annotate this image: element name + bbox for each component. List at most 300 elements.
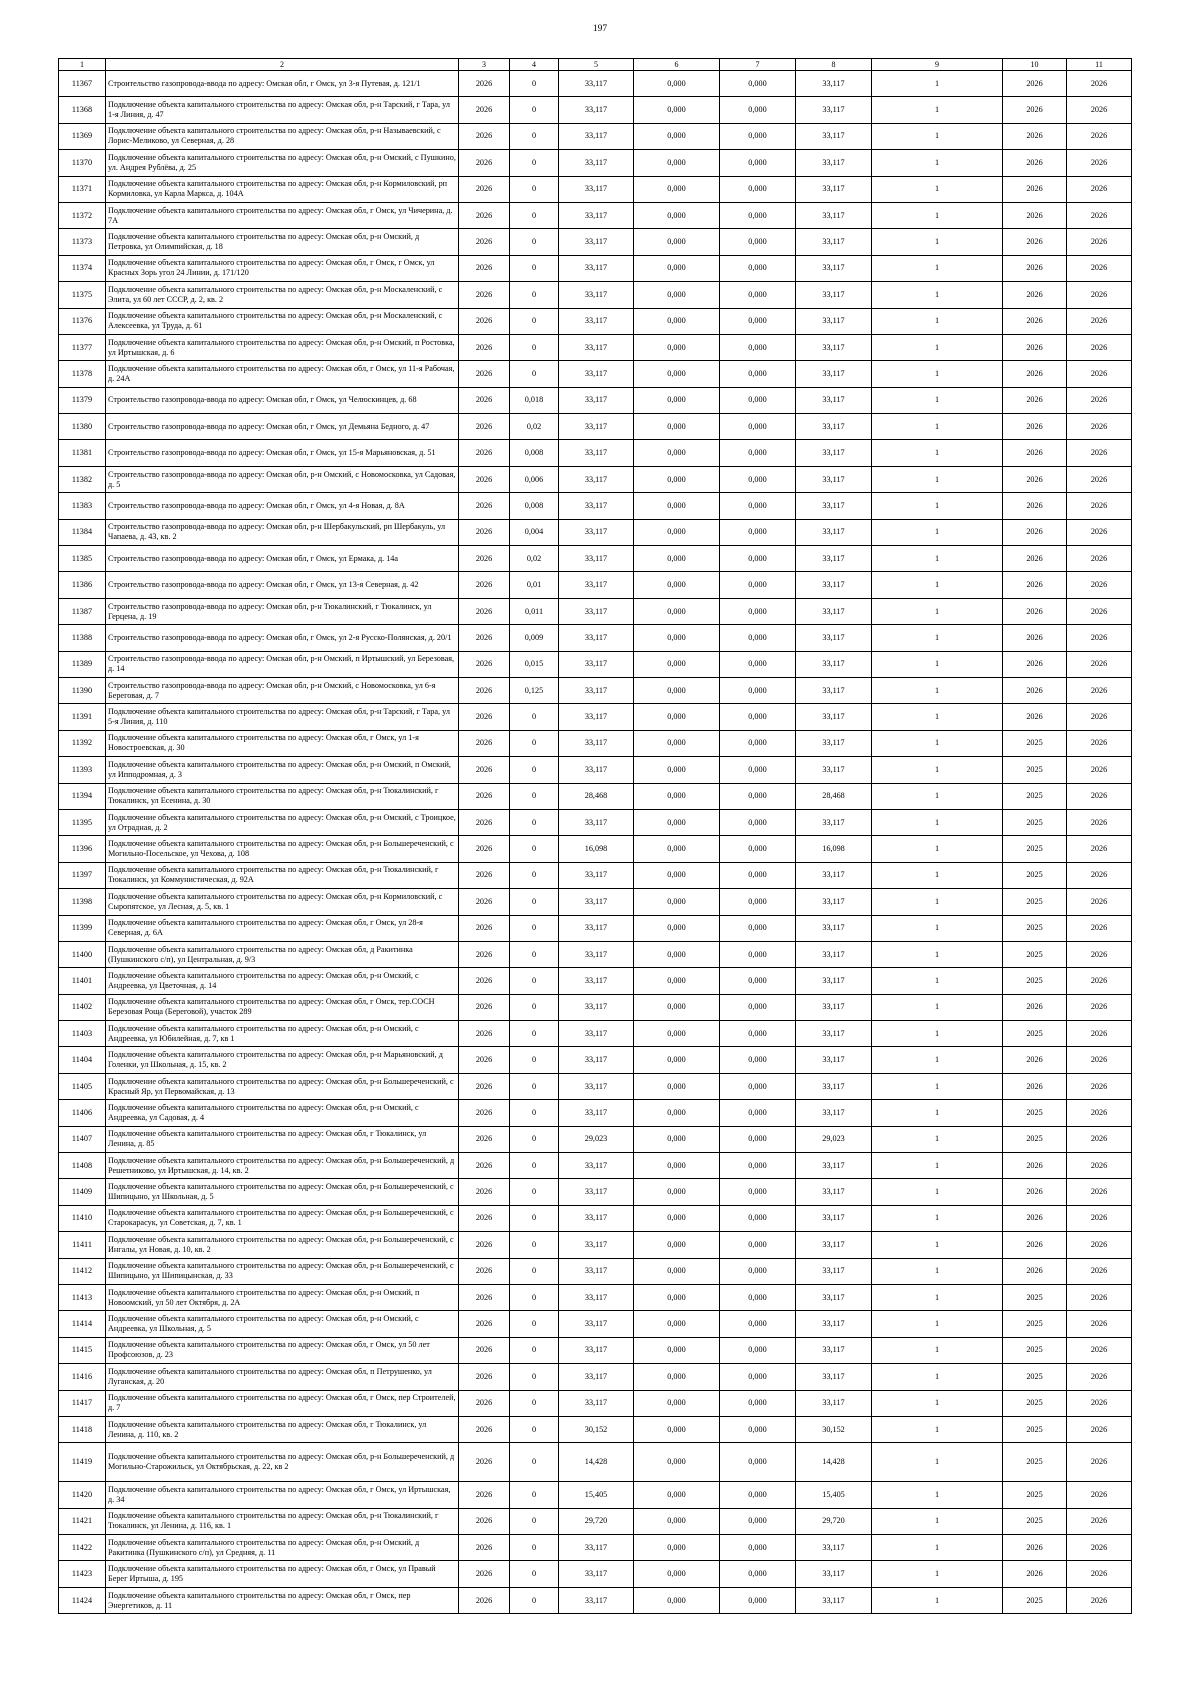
cell-description: Строительство газопровода-ввода по адресу: Омская обл, г Омск, ул 15-я Марьяновская, д. 51 — [106, 440, 459, 466]
column-header-10: 10 — [1003, 59, 1067, 71]
table-row — [59, 1179, 1132, 1205]
table-row — [59, 783, 1132, 809]
cell-cost-total: 33,117 — [559, 71, 634, 97]
cell-cost-a: 0,000 — [634, 1535, 720, 1561]
cell-length: 0 — [510, 1561, 559, 1587]
cell-cost-b: 0,000 — [720, 783, 796, 809]
cell-length: 0 — [510, 1284, 559, 1310]
cell-length: 0 — [510, 229, 559, 255]
cell-end-year: 2026 — [1067, 202, 1132, 228]
cell-count: 1 — [872, 730, 1003, 756]
cell-cost-b: 0,000 — [720, 1311, 796, 1337]
cell-row-number: 11391 — [59, 704, 106, 730]
cell-description: Подключение объекта капитального строительства по адресу: Омская обл, г Омск, ул 1-я Новостроевская, д. 30 — [106, 730, 459, 756]
cell-start-year: 2025 — [1003, 1390, 1067, 1416]
cell-cost-a: 0,000 — [634, 361, 720, 387]
cell-start-year: 2026 — [1003, 229, 1067, 255]
cell-start-year: 2026 — [1003, 1535, 1067, 1561]
cell-cost-b: 0,000 — [720, 387, 796, 413]
table-row — [59, 1258, 1132, 1284]
cell-row-number: 11395 — [59, 809, 106, 835]
cell-end-year: 2026 — [1067, 968, 1132, 994]
cell-row-number: 11373 — [59, 229, 106, 255]
cell-start-year: 2026 — [1003, 282, 1067, 308]
cell-description: Подключение объекта капитального строительства по адресу: Омская обл, р-н Омский, с Андреевка, ул Юбилейная, д. 7, кв 1 — [106, 1021, 459, 1047]
cell-year: 2026 — [459, 809, 510, 835]
cell-description: Подключение объекта капитального строительства по адресу: Омская обл, р-н Называевский, с Лорис-Меликово, ул Северная, д. 28 — [106, 123, 459, 149]
table-row — [59, 546, 1132, 572]
cell-end-year: 2026 — [1067, 1587, 1132, 1613]
cell-start-year: 2026 — [1003, 1179, 1067, 1205]
cell-end-year: 2026 — [1067, 1021, 1132, 1047]
cell-year: 2026 — [459, 1416, 510, 1442]
cell-length: 0 — [510, 308, 559, 334]
cell-year: 2026 — [459, 704, 510, 730]
cell-year: 2026 — [459, 677, 510, 703]
cell-cost-sum: 33,117 — [796, 651, 872, 677]
cell-year: 2026 — [459, 150, 510, 176]
cell-length: 0,008 — [510, 493, 559, 519]
cell-row-number: 11386 — [59, 572, 106, 598]
table-row — [59, 704, 1132, 730]
cell-row-number: 11411 — [59, 1232, 106, 1258]
cell-cost-a: 0,000 — [634, 862, 720, 888]
cell-cost-a: 0,000 — [634, 1443, 720, 1482]
cell-count: 1 — [872, 1126, 1003, 1152]
cell-cost-total: 33,117 — [559, 1047, 634, 1073]
cell-start-year: 2025 — [1003, 1364, 1067, 1390]
cell-start-year: 2026 — [1003, 123, 1067, 149]
cell-year: 2026 — [459, 1337, 510, 1363]
cell-cost-sum: 33,117 — [796, 440, 872, 466]
cell-cost-b: 0,000 — [720, 598, 796, 624]
cell-end-year: 2026 — [1067, 414, 1132, 440]
cell-row-number: 11380 — [59, 414, 106, 440]
cell-end-year: 2026 — [1067, 598, 1132, 624]
cell-count: 1 — [872, 572, 1003, 598]
cell-year: 2026 — [459, 123, 510, 149]
cell-cost-total: 15,405 — [559, 1482, 634, 1508]
cell-cost-b: 0,000 — [720, 625, 796, 651]
table-row — [59, 862, 1132, 888]
cell-cost-total: 33,117 — [559, 889, 634, 915]
column-header-9: 9 — [872, 59, 1003, 71]
cell-cost-sum: 33,117 — [796, 361, 872, 387]
cell-start-year: 2026 — [1003, 1232, 1067, 1258]
table-row — [59, 229, 1132, 255]
cell-start-year: 2025 — [1003, 1126, 1067, 1152]
cell-count: 1 — [872, 1153, 1003, 1179]
cell-cost-a: 0,000 — [634, 176, 720, 202]
cell-end-year: 2026 — [1067, 255, 1132, 281]
cell-description: Подключение объекта капитального строительства по адресу: Омская обл, р-н Омский, д Петровка, ул Олимпийская, д. 18 — [106, 229, 459, 255]
cell-start-year: 2026 — [1003, 519, 1067, 545]
cell-cost-a: 0,000 — [634, 334, 720, 360]
cell-cost-b: 0,000 — [720, 123, 796, 149]
cell-cost-a: 0,000 — [634, 150, 720, 176]
cell-year: 2026 — [459, 889, 510, 915]
cell-cost-sum: 33,117 — [796, 1205, 872, 1231]
cell-cost-sum: 33,117 — [796, 1587, 872, 1613]
cell-cost-sum: 33,117 — [796, 730, 872, 756]
cell-cost-total: 14,428 — [559, 1443, 634, 1482]
cell-cost-a: 0,000 — [634, 1311, 720, 1337]
cell-description: Подключение объекта капитального строительства по адресу: Омская обл, р-н Омский, п Новоомский, ул 50 лет Октября, д. 2А — [106, 1284, 459, 1310]
cell-length: 0,018 — [510, 387, 559, 413]
cell-cost-total: 33,117 — [559, 150, 634, 176]
cell-end-year: 2026 — [1067, 1232, 1132, 1258]
cell-length: 0 — [510, 1311, 559, 1337]
cell-year: 2026 — [459, 1126, 510, 1152]
cell-cost-sum: 33,117 — [796, 862, 872, 888]
cell-end-year: 2026 — [1067, 1047, 1132, 1073]
cell-description: Подключение объекта капитального строительства по адресу: Омская обл, р-н Большереченский, с Старокарасук, ул Советская, д. 7, кв. 1 — [106, 1205, 459, 1231]
cell-count: 1 — [872, 862, 1003, 888]
cell-length: 0 — [510, 757, 559, 783]
cell-cost-b: 0,000 — [720, 519, 796, 545]
cell-cost-total: 33,117 — [559, 308, 634, 334]
cell-cost-b: 0,000 — [720, 1535, 796, 1561]
cell-cost-sum: 15,405 — [796, 1482, 872, 1508]
cell-year: 2026 — [459, 519, 510, 545]
cell-cost-a: 0,000 — [634, 1232, 720, 1258]
cell-length: 0,02 — [510, 414, 559, 440]
cell-count: 1 — [872, 546, 1003, 572]
cell-start-year: 2026 — [1003, 97, 1067, 123]
cell-end-year: 2026 — [1067, 862, 1132, 888]
cell-count: 1 — [872, 889, 1003, 915]
cell-cost-a: 0,000 — [634, 519, 720, 545]
cell-cost-total: 33,117 — [559, 493, 634, 519]
cell-cost-total: 33,117 — [559, 1021, 634, 1047]
cell-cost-a: 0,000 — [634, 572, 720, 598]
cell-start-year: 2026 — [1003, 361, 1067, 387]
cell-end-year: 2026 — [1067, 1535, 1132, 1561]
cell-row-number: 11403 — [59, 1021, 106, 1047]
cell-length: 0,125 — [510, 677, 559, 703]
column-header-3: 3 — [459, 59, 510, 71]
cell-end-year: 2026 — [1067, 546, 1132, 572]
table-row — [59, 598, 1132, 624]
cell-row-number: 11385 — [59, 546, 106, 572]
table-row — [59, 440, 1132, 466]
cell-description: Подключение объекта капитального строительства по адресу: Омская обл, г Омск, ул Иртышская, д. 34 — [106, 1482, 459, 1508]
cell-cost-a: 0,000 — [634, 1364, 720, 1390]
table-row — [59, 1508, 1132, 1534]
table-row — [59, 334, 1132, 360]
cell-cost-sum: 33,117 — [796, 1021, 872, 1047]
cell-cost-b: 0,000 — [720, 1073, 796, 1099]
table-row — [59, 414, 1132, 440]
cell-description: Подключение объекта капитального строительства по адресу: Омская обл, р-н Большереченский, с Красный Яр, ул Первомайская, д. 13 — [106, 1073, 459, 1099]
cell-start-year: 2025 — [1003, 1482, 1067, 1508]
cell-row-number: 11405 — [59, 1073, 106, 1099]
cell-row-number: 11390 — [59, 677, 106, 703]
cell-year: 2026 — [459, 1100, 510, 1126]
cell-description: Подключение объекта капитального строительства по адресу: Омская обл, р-н Марьяновский, д Голенки, ул Школьная, д. 15, кв. 2 — [106, 1047, 459, 1073]
cell-cost-a: 0,000 — [634, 1021, 720, 1047]
cell-cost-total: 33,117 — [559, 1311, 634, 1337]
cell-row-number: 11422 — [59, 1535, 106, 1561]
cell-row-number: 11424 — [59, 1587, 106, 1613]
cell-cost-a: 0,000 — [634, 229, 720, 255]
cell-cost-a: 0,000 — [634, 1179, 720, 1205]
cell-cost-a: 0,000 — [634, 1153, 720, 1179]
cell-cost-a: 0,000 — [634, 783, 720, 809]
cell-cost-sum: 33,117 — [796, 889, 872, 915]
cell-description: Строительство газопровода-ввода по адресу: Омская обл, г Омск, ул 2-я Русско-Полянская, д. 20/1 — [106, 625, 459, 651]
cell-cost-b: 0,000 — [720, 1364, 796, 1390]
table-row — [59, 968, 1132, 994]
cell-year: 2026 — [459, 1443, 510, 1482]
cell-cost-sum: 33,117 — [796, 414, 872, 440]
cell-length: 0,011 — [510, 598, 559, 624]
cell-length: 0,008 — [510, 440, 559, 466]
cell-cost-total: 33,117 — [559, 176, 634, 202]
column-header-7: 7 — [720, 59, 796, 71]
table-row — [59, 836, 1132, 862]
table-row — [59, 71, 1132, 97]
cell-cost-b: 0,000 — [720, 255, 796, 281]
cell-cost-b: 0,000 — [720, 1153, 796, 1179]
cell-start-year: 2025 — [1003, 968, 1067, 994]
cell-cost-b: 0,000 — [720, 677, 796, 703]
cell-row-number: 11384 — [59, 519, 106, 545]
cell-length: 0 — [510, 1364, 559, 1390]
cell-start-year: 2026 — [1003, 1258, 1067, 1284]
cell-year: 2026 — [459, 968, 510, 994]
cell-year: 2026 — [459, 1284, 510, 1310]
cell-start-year: 2026 — [1003, 651, 1067, 677]
cell-description: Подключение объекта капитального строительства по адресу: Омская обл, р-н Большереченский, с Ингалы, ул Новая, д. 10, кв. 2 — [106, 1232, 459, 1258]
cell-count: 1 — [872, 1258, 1003, 1284]
cell-length: 0,01 — [510, 572, 559, 598]
cell-row-number: 11374 — [59, 255, 106, 281]
cell-count: 1 — [872, 71, 1003, 97]
cell-end-year: 2026 — [1067, 493, 1132, 519]
table-row — [59, 625, 1132, 651]
cell-row-number: 11406 — [59, 1100, 106, 1126]
cell-description: Строительство газопровода-ввода по адресу: Омская обл, г Омск, ул Ермака, д. 14а — [106, 546, 459, 572]
table-row — [59, 387, 1132, 413]
cell-cost-total: 33,117 — [559, 466, 634, 492]
cell-cost-a: 0,000 — [634, 1482, 720, 1508]
cell-start-year: 2026 — [1003, 334, 1067, 360]
cell-cost-b: 0,000 — [720, 1508, 796, 1534]
cell-year: 2026 — [459, 572, 510, 598]
cell-cost-b: 0,000 — [720, 1205, 796, 1231]
cell-cost-sum: 33,117 — [796, 598, 872, 624]
cell-year: 2026 — [459, 1561, 510, 1587]
cell-row-number: 11404 — [59, 1047, 106, 1073]
cell-end-year: 2026 — [1067, 1179, 1132, 1205]
cell-description: Строительство газопровода-ввода по адресу: Омская обл, р-н Омский, с Новомосковка, ул 6-я Береговая, д. 7 — [106, 677, 459, 703]
cell-year: 2026 — [459, 1311, 510, 1337]
cell-cost-a: 0,000 — [634, 704, 720, 730]
cell-end-year: 2026 — [1067, 625, 1132, 651]
table-row — [59, 1100, 1132, 1126]
cell-cost-a: 0,000 — [634, 651, 720, 677]
cell-end-year: 2026 — [1067, 572, 1132, 598]
table-row — [59, 123, 1132, 149]
cell-end-year: 2026 — [1067, 1258, 1132, 1284]
cell-cost-sum: 33,117 — [796, 466, 872, 492]
cell-count: 1 — [872, 1047, 1003, 1073]
cell-count: 1 — [872, 1337, 1003, 1363]
cell-cost-total: 33,117 — [559, 440, 634, 466]
cell-cost-total: 33,117 — [559, 387, 634, 413]
cell-year: 2026 — [459, 1258, 510, 1284]
cell-cost-sum: 33,117 — [796, 493, 872, 519]
cell-row-number: 11420 — [59, 1482, 106, 1508]
cell-description: Подключение объекта капитального строительства по адресу: Омская обл, р-н Тюкалинский, г Тюкалинск, ул Есенина, д. 30 — [106, 783, 459, 809]
cell-cost-b: 0,000 — [720, 440, 796, 466]
cell-start-year: 2026 — [1003, 625, 1067, 651]
cell-length: 0 — [510, 282, 559, 308]
cell-count: 1 — [872, 308, 1003, 334]
cell-count: 1 — [872, 1232, 1003, 1258]
cell-row-number: 11412 — [59, 1258, 106, 1284]
cell-description: Подключение объекта капитального строительства по адресу: Омская обл, р-н Большереченский, д Могильно-Старожильск, ул Октябрьская, д. 22, кв 2 — [106, 1443, 459, 1482]
cell-count: 1 — [872, 1205, 1003, 1231]
table-row — [59, 1232, 1132, 1258]
cell-count: 1 — [872, 414, 1003, 440]
cell-length: 0 — [510, 1390, 559, 1416]
cell-row-number: 11394 — [59, 783, 106, 809]
cell-cost-sum: 14,428 — [796, 1443, 872, 1482]
cell-row-number: 11381 — [59, 440, 106, 466]
cell-end-year: 2026 — [1067, 123, 1132, 149]
cell-cost-a: 0,000 — [634, 1337, 720, 1363]
cell-cost-a: 0,000 — [634, 836, 720, 862]
column-header-6: 6 — [634, 59, 720, 71]
cell-cost-sum: 28,468 — [796, 783, 872, 809]
cell-start-year: 2025 — [1003, 1443, 1067, 1482]
cell-cost-b: 0,000 — [720, 202, 796, 228]
cell-cost-b: 0,000 — [720, 862, 796, 888]
cell-count: 1 — [872, 440, 1003, 466]
column-header-1: 1 — [59, 59, 106, 71]
cell-row-number: 11392 — [59, 730, 106, 756]
cell-cost-a: 0,000 — [634, 968, 720, 994]
cell-cost-sum: 33,117 — [796, 1390, 872, 1416]
cell-row-number: 11419 — [59, 1443, 106, 1482]
column-header-2: 2 — [106, 59, 459, 71]
cell-description: Строительство газопровода-ввода по адресу: Омская обл, р-н Тюкалинский, г Тюкалинск, ул Герцена, д. 19 — [106, 598, 459, 624]
cell-description: Строительство газопровода-ввода по адресу: Омская обл, р-н Омский, п Иртышский, ул Березовая, д. 14 — [106, 651, 459, 677]
cell-cost-b: 0,000 — [720, 836, 796, 862]
cell-row-number: 11423 — [59, 1561, 106, 1587]
cell-description: Подключение объекта капитального строительства по адресу: Омская обл, г Омск, ул 11-я Рабочая, д. 24А — [106, 361, 459, 387]
cell-cost-sum: 33,117 — [796, 176, 872, 202]
cell-description: Подключение объекта капитального строительства по адресу: Омская обл, г Омск, тер.СОСН Березовая Роща (Береговой), участок 289 — [106, 994, 459, 1020]
cell-description: Подключение объекта капитального строительства по адресу: Омская обл, р-н Омский, с Андреевка, ул Цветочная, д. 14 — [106, 968, 459, 994]
cell-cost-sum: 33,117 — [796, 229, 872, 255]
cell-count: 1 — [872, 598, 1003, 624]
cell-cost-total: 33,117 — [559, 1073, 634, 1099]
cell-end-year: 2026 — [1067, 1364, 1132, 1390]
cell-year: 2026 — [459, 176, 510, 202]
cell-length: 0 — [510, 1587, 559, 1613]
cell-end-year: 2026 — [1067, 308, 1132, 334]
cell-row-number: 11387 — [59, 598, 106, 624]
cell-cost-b: 0,000 — [720, 493, 796, 519]
cell-description: Строительство газопровода-ввода по адресу: Омская обл, г Омск, ул 4-я Новая, д. 8А — [106, 493, 459, 519]
table-row — [59, 1443, 1132, 1482]
cell-start-year: 2026 — [1003, 704, 1067, 730]
cell-cost-a: 0,000 — [634, 889, 720, 915]
cell-end-year: 2026 — [1067, 1284, 1132, 1310]
table-row — [59, 889, 1132, 915]
cell-cost-b: 0,000 — [720, 1443, 796, 1482]
cell-row-number: 11383 — [59, 493, 106, 519]
cell-end-year: 2026 — [1067, 519, 1132, 545]
table-row — [59, 1205, 1132, 1231]
cell-cost-a: 0,000 — [634, 1587, 720, 1613]
cell-cost-a: 0,000 — [634, 123, 720, 149]
cell-year: 2026 — [459, 282, 510, 308]
cell-count: 1 — [872, 255, 1003, 281]
cell-count: 1 — [872, 97, 1003, 123]
cell-cost-total: 33,117 — [559, 202, 634, 228]
cell-row-number: 11413 — [59, 1284, 106, 1310]
cell-end-year: 2026 — [1067, 71, 1132, 97]
cell-length: 0 — [510, 202, 559, 228]
cell-description: Подключение объекта капитального строительства по адресу: Омская обл, г Омск, ул Правый Берег Иртыша, д. 195 — [106, 1561, 459, 1587]
data-table — [58, 58, 1132, 1614]
cell-length: 0 — [510, 1337, 559, 1363]
cell-cost-b: 0,000 — [720, 1100, 796, 1126]
cell-count: 1 — [872, 1311, 1003, 1337]
cell-cost-b: 0,000 — [720, 1416, 796, 1442]
table-row — [59, 677, 1132, 703]
cell-count: 1 — [872, 677, 1003, 703]
cell-start-year: 2026 — [1003, 414, 1067, 440]
table-row — [59, 1535, 1132, 1561]
cell-start-year: 2026 — [1003, 572, 1067, 598]
cell-count: 1 — [872, 202, 1003, 228]
cell-cost-total: 33,117 — [559, 97, 634, 123]
cell-cost-total: 33,117 — [559, 757, 634, 783]
cell-cost-total: 33,117 — [559, 625, 634, 651]
cell-row-number: 11418 — [59, 1416, 106, 1442]
cell-cost-a: 0,000 — [634, 1390, 720, 1416]
table-row — [59, 572, 1132, 598]
cell-cost-b: 0,000 — [720, 1021, 796, 1047]
cell-cost-b: 0,000 — [720, 572, 796, 598]
cell-end-year: 2026 — [1067, 1153, 1132, 1179]
cell-row-number: 11372 — [59, 202, 106, 228]
cell-year: 2026 — [459, 1047, 510, 1073]
cell-cost-total: 33,117 — [559, 915, 634, 941]
cell-year: 2026 — [459, 1021, 510, 1047]
cell-start-year: 2025 — [1003, 862, 1067, 888]
cell-cost-b: 0,000 — [720, 466, 796, 492]
cell-end-year: 2026 — [1067, 836, 1132, 862]
cell-cost-sum: 33,117 — [796, 546, 872, 572]
cell-cost-sum: 33,117 — [796, 677, 872, 703]
cell-description: Подключение объекта капитального строительства по адресу: Омская обл, г Омск, пер Энергетиков, д. 11 — [106, 1587, 459, 1613]
cell-start-year: 2026 — [1003, 493, 1067, 519]
cell-description: Подключение объекта капитального строительства по адресу: Омская обл, г Омск, пер Строителей, д. 7 — [106, 1390, 459, 1416]
cell-cost-total: 33,117 — [559, 414, 634, 440]
cell-cost-sum: 33,117 — [796, 255, 872, 281]
cell-start-year: 2025 — [1003, 1337, 1067, 1363]
table-row — [59, 1587, 1132, 1613]
cell-end-year: 2026 — [1067, 677, 1132, 703]
cell-count: 1 — [872, 334, 1003, 360]
cell-description: Подключение объекта капитального строительства по адресу: Омская обл, р-н Большереченский, с Могильно-Посельское, ул Чехова, д. 108 — [106, 836, 459, 862]
